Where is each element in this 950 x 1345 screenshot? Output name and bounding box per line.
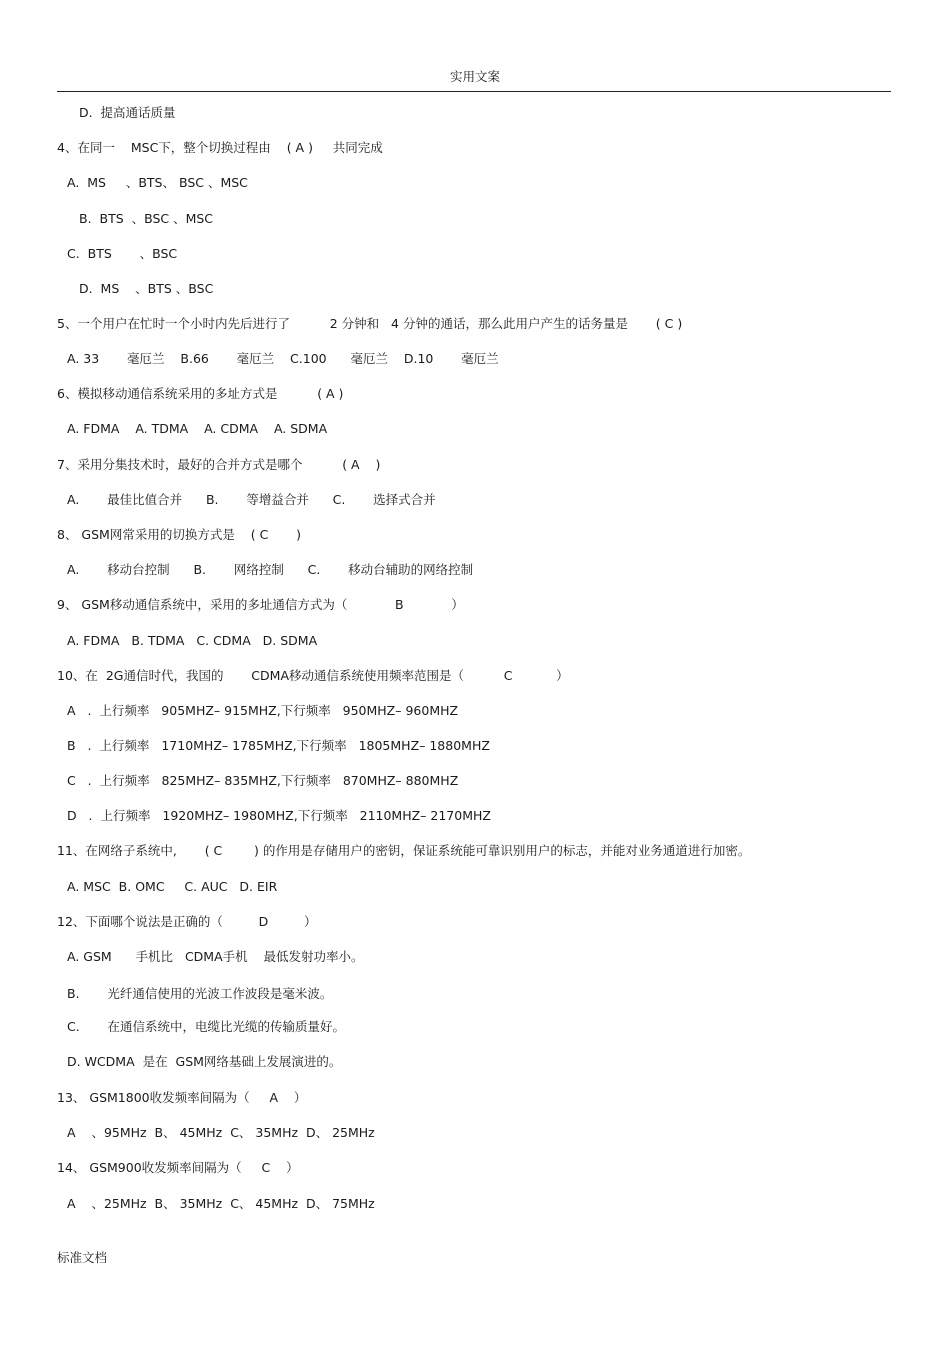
header-divider — [57, 91, 891, 92]
question-text: 7、采用分集技术时，最好的合并方式是哪个 ( A ) — [57, 457, 381, 472]
question-text: 14、 GSM900收发频率间隔为（ C ） — [57, 1160, 299, 1175]
option-text: B. 光纤通信使用的光波工作波段是毫米波。 — [67, 986, 333, 1001]
page-footer-text: 标准文档 — [57, 1250, 108, 1265]
question-text: 13、 GSM1800收发频率间隔为（ A ） — [57, 1090, 307, 1105]
option-text: A. MS 、BTS、 BSC 、MSC — [67, 175, 248, 190]
option-text: D. 提高通话质量 — [79, 105, 176, 120]
option-text: D . 上行频率 1920MHZ– 1980MHZ,下行频率 2110MHZ– 2170MHZ — [67, 808, 491, 823]
question-text: 5、一个用户在忙时一个小时内先后进行了 2 分钟和 4 分钟的通话，那么此用户产生的话务量是 ( C ) — [57, 316, 683, 331]
question-text: 10、在 2G通信时代，我国的 CDMA移动通信系统使用频率范围是（ C ） — [57, 668, 569, 683]
page-header-title: 实用文案 — [449, 69, 500, 84]
option-text: A . 上行频率 905MHZ– 915MHZ,下行频率 950MHZ– 960MHZ — [67, 703, 459, 718]
option-text: C. 在通信系统中，电缆比光缆的传输质量好。 — [67, 1019, 346, 1034]
option-text: A 、25MHz B、 35MHz C、 45MHz D、 75MHz — [67, 1196, 375, 1211]
question-text: 11、在网络子系统中, ( C ) 的作用是存储用户的密钥，保证系统能可靠识别用户的标志，并能对业务通道进行加密。 — [57, 843, 751, 858]
option-text: A. FDMA B. TDMA C. CDMA D. SDMA — [67, 633, 318, 648]
question-text: 8、 GSM网常采用的切换方式是 ( C ) — [57, 527, 301, 542]
option-text: A 、95MHz B、 45MHz C、 35MHz D、 25MHz — [67, 1125, 375, 1140]
option-text: D. MS 、BTS 、BSC — [79, 281, 214, 296]
question-text: 4、在同一 MSC下，整个切换过程由 ( A ) 共同完成 — [57, 140, 383, 155]
option-text: A. 最佳比值合并 B. 等增益合并 C. 选择式合并 — [67, 492, 436, 507]
option-text: A. GSM 手机比 CDMA手机 最低发射功率小。 — [67, 949, 364, 964]
option-text: A. 33 毫厄兰 B.66 毫厄兰 C.100 毫厄兰 D.10 毫厄兰 — [67, 351, 499, 366]
option-text: C . 上行频率 825MHZ– 835MHZ,下行频率 870MHZ– 880MHZ — [67, 773, 459, 788]
question-text: 6、模拟移动通信系统采用的多址方式是 ( A ) — [57, 386, 344, 401]
option-text: B. BTS 、BSC 、MSC — [79, 211, 214, 226]
option-text: A. FDMA A. TDMA A. CDMA A. SDMA — [67, 421, 328, 436]
option-text: D. WCDMA 是在 GSM网络基础上发展演进的。 — [67, 1054, 342, 1069]
option-text: C. BTS 、BSC — [67, 246, 178, 261]
option-text: B . 上行频率 1710MHZ– 1785MHZ,下行频率 1805MHZ– 1880MHZ — [67, 738, 490, 753]
option-text: A. 移动台控制 B. 网络控制 C. 移动台辅助的网络控制 — [67, 562, 474, 577]
question-text: 9、 GSM移动通信系统中，采用的多址通信方式为（ B ） — [57, 597, 464, 612]
option-text: A. MSC B. OMC C. AUC D. EIR — [67, 879, 278, 894]
question-text: 12、下面哪个说法是正确的（ D ） — [57, 914, 317, 929]
